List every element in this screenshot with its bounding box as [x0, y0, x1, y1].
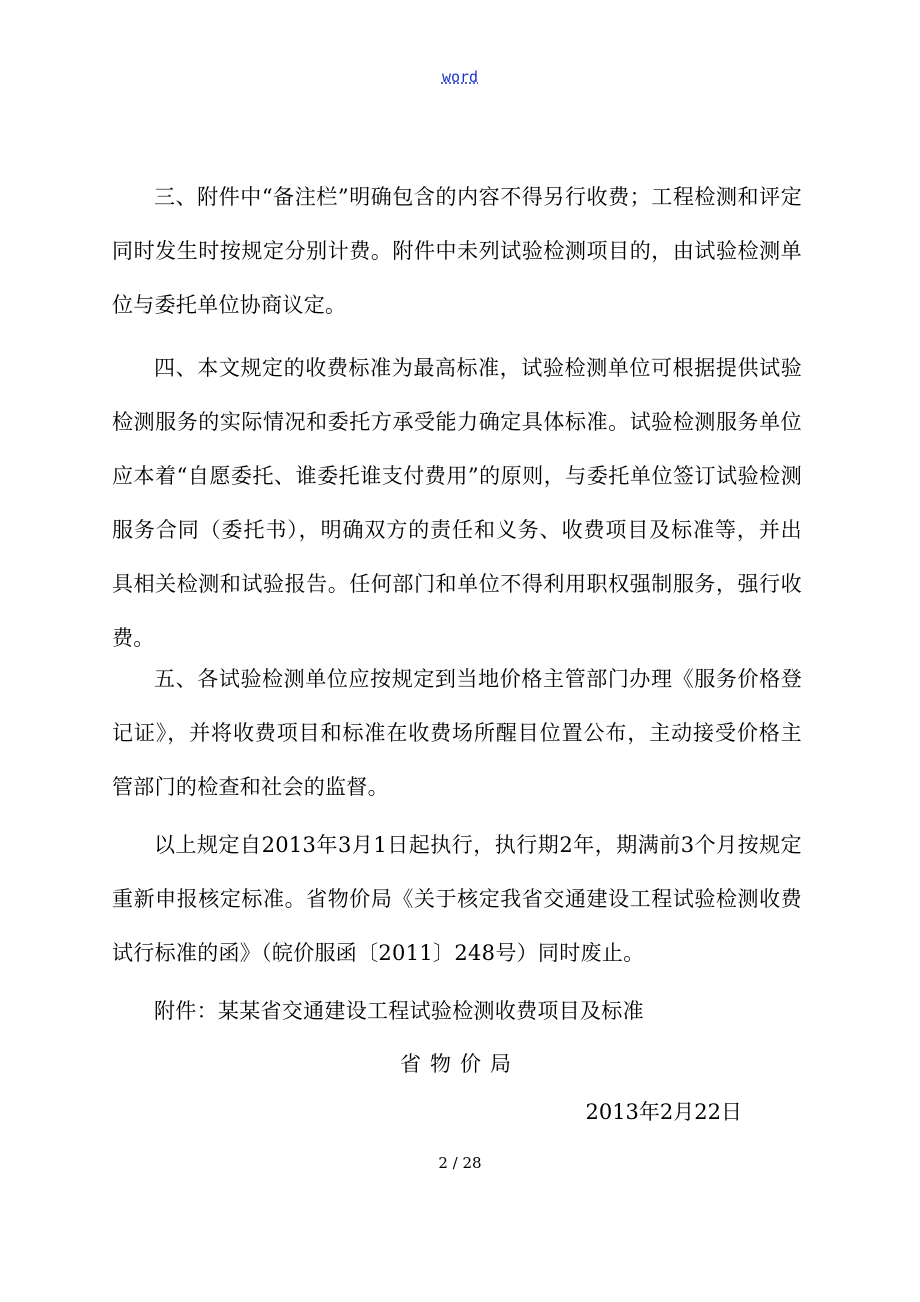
paragraph-three: 三、附件中“备注栏”明确包含的内容不得另行收费；工程检测和评定同时发生时按规定分别计费。附件中未列试验检测项目的，由试验检测单位与委托单位协商议定。: [112, 185, 802, 317]
issue-date: 2013年2月22日: [585, 1100, 742, 1124]
paragraph-effective-date: 以上规定自2013年3月1日起执行，执行期2年，期满前3个月按规定重新申报核定标准。省物价局《关于核定我省交通建设工程试验检测收费试行标准的函》（皖价服函〔2011〕248号）同时废止。: [112, 833, 802, 965]
header-word-link[interactable]: word: [441, 68, 479, 86]
issuer-signature: 省物价局: [400, 1052, 520, 1076]
paragraph-attachment: 附件：某某省交通建设工程试验检测收费项目及标准: [154, 999, 644, 1023]
paragraph-four: 四、本文规定的收费标准为最高标准，试验检测单位可根据提供试验检测服务的实际情况和委托方承受能力确定具体标准。试验检测服务单位应本着“自愿委托、谁委托谁支付费用”的原则，与委托单位签订试验检测服务合同（委托书），明确双方的责任和义务、收费项目及标准等，并出具相关检测和试验报告。任何部门和单位不得利用职权强制服务，强行收费。: [112, 356, 802, 650]
page-number: 2 / 28: [438, 1154, 482, 1172]
paragraph-five: 五、各试验检测单位应按规定到当地价格主管部门办理《服务价格登记证》，并将收费项目和标准在收费场所醒目位置公布，主动接受价格主管部门的检查和社会的监督。: [112, 667, 802, 799]
